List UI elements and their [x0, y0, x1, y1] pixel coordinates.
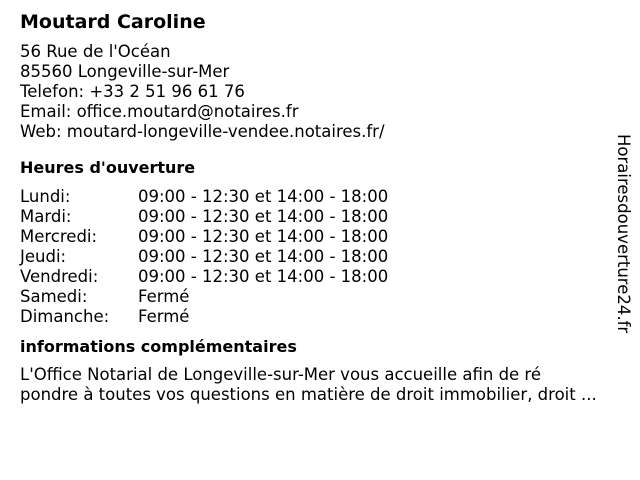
opening-hours-table — [20, 187, 388, 327]
day-label: Dimanche: — [20, 307, 110, 326]
contact-block — [20, 42, 610, 142]
website-line: Web: moutard-longeville-vendee.notaires.fr/ — [20, 122, 385, 141]
info-line: pondre à toutes vos questions en matière de droit immobilier, droit ... — [20, 385, 597, 404]
day-label: Vendredi: — [20, 267, 99, 286]
day-label: Mercredi: — [20, 227, 98, 246]
hours-row-wednesday — [20, 227, 388, 247]
day-hours: 09:00 - 12:30 et 14:00 - 18:00 — [138, 267, 389, 286]
day-hours: 09:00 - 12:30 et 14:00 - 18:00 — [138, 187, 389, 206]
opening-hours-heading: Heures d'ouverture — [20, 158, 196, 177]
phone-line: Telefon: +33 2 51 96 61 76 — [20, 82, 245, 101]
hours-row-saturday — [20, 287, 388, 307]
business-card — [20, 10, 610, 405]
site-watermark: Horairesdouverture24.fr — [614, 134, 633, 334]
additional-info-heading: informations complémentaires — [20, 337, 297, 356]
day-hours: 09:00 - 12:30 et 14:00 - 18:00 — [138, 227, 389, 246]
additional-info-text — [20, 365, 610, 405]
email-line: Email: office.moutard@notaires.fr — [20, 102, 299, 121]
day-label: Samedi: — [20, 287, 88, 306]
address-street: 56 Rue de l'Océan — [20, 42, 171, 61]
day-label: Mardi: — [20, 207, 72, 226]
day-label: Jeudi: — [20, 247, 67, 266]
day-hours: 09:00 - 12:30 et 14:00 - 18:00 — [138, 247, 389, 266]
hours-row-sunday — [20, 307, 388, 327]
day-label: Lundi: — [20, 187, 71, 206]
info-line: L'Office Notarial de Longeville-sur-Mer vous accueille afin de ré — [20, 365, 542, 384]
hours-row-monday — [20, 187, 388, 207]
address-city: 85560 Longeville-sur-Mer — [20, 62, 230, 81]
day-hours: Fermé — [138, 287, 190, 306]
business-name: Moutard Caroline — [20, 11, 206, 33]
hours-row-thursday — [20, 247, 388, 267]
hours-row-tuesday — [20, 207, 388, 227]
day-hours: Fermé — [138, 307, 190, 326]
hours-row-friday — [20, 267, 388, 287]
day-hours: 09:00 - 12:30 et 14:00 - 18:00 — [138, 207, 389, 226]
